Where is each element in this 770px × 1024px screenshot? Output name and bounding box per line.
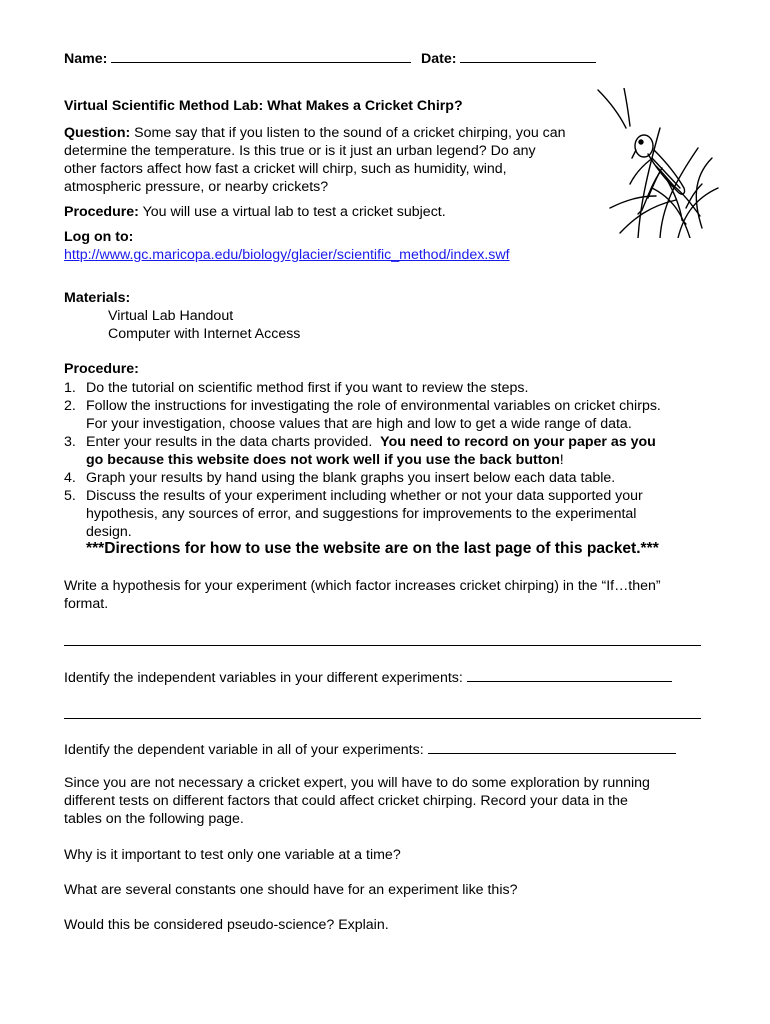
independent-prompt: Identify the independent variables in your different experiments: xyxy=(64,670,463,686)
hypothesis-prompt: Write a hypothesis for your experiment (which factor increases cricket chirping) in the “If…then” format. xyxy=(64,578,661,612)
logon-label: Log on to: xyxy=(64,229,134,245)
warning-text: You need to record on your paper as you xyxy=(380,434,656,450)
question-one-variable: Why is it important to test only one variable at a time? xyxy=(64,847,401,863)
hypothesis-answer-line[interactable] xyxy=(64,645,701,646)
procedure-step: 3. Enter your results in the data charts provided. You need to record on your paper as you go because this website does not work well if you use the back button! xyxy=(64,434,656,468)
exploration-paragraph: Since you are not necessary a cricket expert, you will have to do some exploration by running different tests on different factors that could affect cricket chirping. Record your data in the tables on the following page. xyxy=(64,775,650,827)
name-row xyxy=(64,48,411,67)
date-row xyxy=(421,48,596,67)
independent-answer-line[interactable] xyxy=(64,718,701,719)
procedure-list xyxy=(64,379,714,541)
procedure-intro-label: Procedure: xyxy=(64,204,139,220)
question-line-2: determine the temperature. Is this true or is it just an urban legend? Do any xyxy=(64,143,536,159)
procedure-label: Procedure: xyxy=(64,361,139,377)
date-field[interactable] xyxy=(460,48,596,63)
procedure-intro xyxy=(64,204,446,220)
question-line-4: atmospheric pressure, or nearby crickets? xyxy=(64,179,329,195)
independent-row xyxy=(64,667,672,686)
date-label: Date: xyxy=(421,51,457,67)
dependent-prompt: Identify the dependent variable in all of your experiments: xyxy=(64,742,424,758)
question-pseudo-science: Would this be considered pseudo-science? Explain. xyxy=(64,917,389,933)
question-line-3: other factors affect how fast a cricket will chirp, such as humidity, wind, xyxy=(64,161,507,177)
procedure-step: 2. Follow the instructions for investigating the role of environmental variables on cricket chirps. For your investigation, choose values that are high and low to get a wide range of data. xyxy=(64,398,661,432)
question-label: Question: xyxy=(64,125,131,141)
independent-answer-field[interactable] xyxy=(467,667,672,682)
question-block xyxy=(64,124,566,196)
materials-label: Materials: xyxy=(64,290,131,306)
procedure-intro-text: You will use a virtual lab to test a cricket subject. xyxy=(142,204,446,220)
cricket-icon xyxy=(590,88,720,238)
materials-item: Computer with Internet Access xyxy=(108,326,301,342)
page-title: Virtual Scientific Method Lab: What Makes a Cricket Chirp? xyxy=(64,98,463,114)
dependent-answer-field[interactable] xyxy=(428,739,676,754)
name-field[interactable] xyxy=(111,48,411,63)
question-constants: What are several constants one should have for an experiment like this? xyxy=(64,882,518,898)
lab-url-link[interactable]: http://www.gc.maricopa.edu/biology/glacier/scientific_method/index.swf xyxy=(64,247,510,263)
materials-item: Virtual Lab Handout xyxy=(108,308,234,324)
procedure-step: 1. Do the tutorial on scientific method first if you want to review the steps. xyxy=(64,380,529,396)
question-line-1: Some say that if you listen to the sound of a cricket chirping, you can xyxy=(134,125,566,141)
warning-text: go because this website does not work well if you use the back button xyxy=(86,452,560,468)
procedure-step: 4. Graph your results by hand using the blank graphs you insert below each data table. xyxy=(64,470,616,486)
directions-note: ***Directions for how to use the website are on the last page of this packet.*** xyxy=(86,540,659,557)
name-label: Name: xyxy=(64,51,108,67)
dependent-row xyxy=(64,739,676,758)
procedure-step: 5. Discuss the results of your experiment including whether or not your data supported your hypothesis, any sources of error, and suggestions for improvements to the experimental design. xyxy=(64,488,643,540)
